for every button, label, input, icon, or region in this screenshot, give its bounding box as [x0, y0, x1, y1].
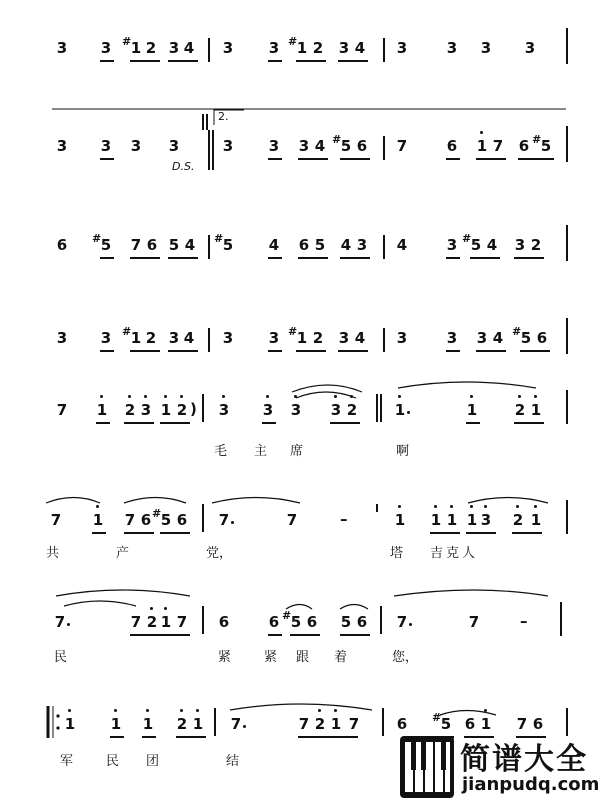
lyric: 紧 — [218, 650, 232, 665]
lyric: 团 — [146, 754, 160, 769]
lyric: 塔 — [390, 546, 404, 561]
lyric-row-7 — [0, 646, 616, 676]
lyric: 主 — [254, 444, 268, 459]
lyric: 席 — [290, 444, 304, 459]
staff-row-5: 7 1 2 3 1 2 ) 3 3 3 3 2 1 1 2 1 — [0, 400, 616, 430]
lyric: 民 — [106, 754, 120, 769]
lyric-row-5 — [0, 440, 616, 470]
lyric: 共 — [46, 546, 60, 561]
staff-row-2: 3 3 3 3 D.S. 2. 3 3 3 4 # 5 6 7 6 1 7 6 # 5 — [0, 136, 616, 166]
lyric: 产 — [116, 546, 130, 561]
lyric: 着 — [334, 650, 348, 665]
staff-row-6: 7 1 7 6 # 5 6 7 7 – 1 1 1 1 3 2 1 — [0, 510, 616, 540]
volta-2-label: 2. — [218, 110, 229, 123]
lyric: 人 — [462, 546, 476, 561]
staff-row-8: 1 1 1 2 1 7 7 2 1 7 6 # 5 6 1 7 6 — [0, 714, 616, 744]
staff-row-1: 3 3 # 1 2 3 4 3 3 # 1 2 3 4 3 3 3 3 — [0, 38, 616, 68]
staff-row-3: 6 # 5 7 6 5 4 # 5 4 6 5 4 3 4 3 # 5 4 3 2 — [0, 235, 616, 265]
lyric: 紧 — [264, 650, 278, 665]
lyric: 您， — [392, 650, 419, 665]
staff-row-4: 3 3 # 1 2 3 4 3 3 # 1 2 3 4 3 3 3 4 # 5 6 — [0, 328, 616, 358]
site-logo — [398, 732, 612, 802]
lyric: 啊 — [396, 444, 410, 459]
logo-site: jianpudq.com — [462, 774, 600, 795]
lyric: 民 — [54, 650, 68, 665]
lyric: 毛 — [214, 444, 228, 459]
lyric: 吉 — [430, 546, 444, 561]
lyric: 跟 — [296, 650, 310, 665]
piano-keys-icon — [400, 736, 454, 798]
lyric: 军 — [60, 754, 74, 769]
lyric-row-6 — [0, 542, 616, 572]
lyric: 党， — [206, 546, 233, 561]
staff-row-7: 7 7 2 1 7 6 6 # 5 6 5 6 7 7 – — [0, 612, 616, 642]
ds-mark: D.S. — [172, 160, 195, 173]
lyric: 结 — [226, 754, 240, 769]
lyric: 克 — [446, 546, 460, 561]
logo-title: 简谱大全 — [460, 742, 588, 777]
